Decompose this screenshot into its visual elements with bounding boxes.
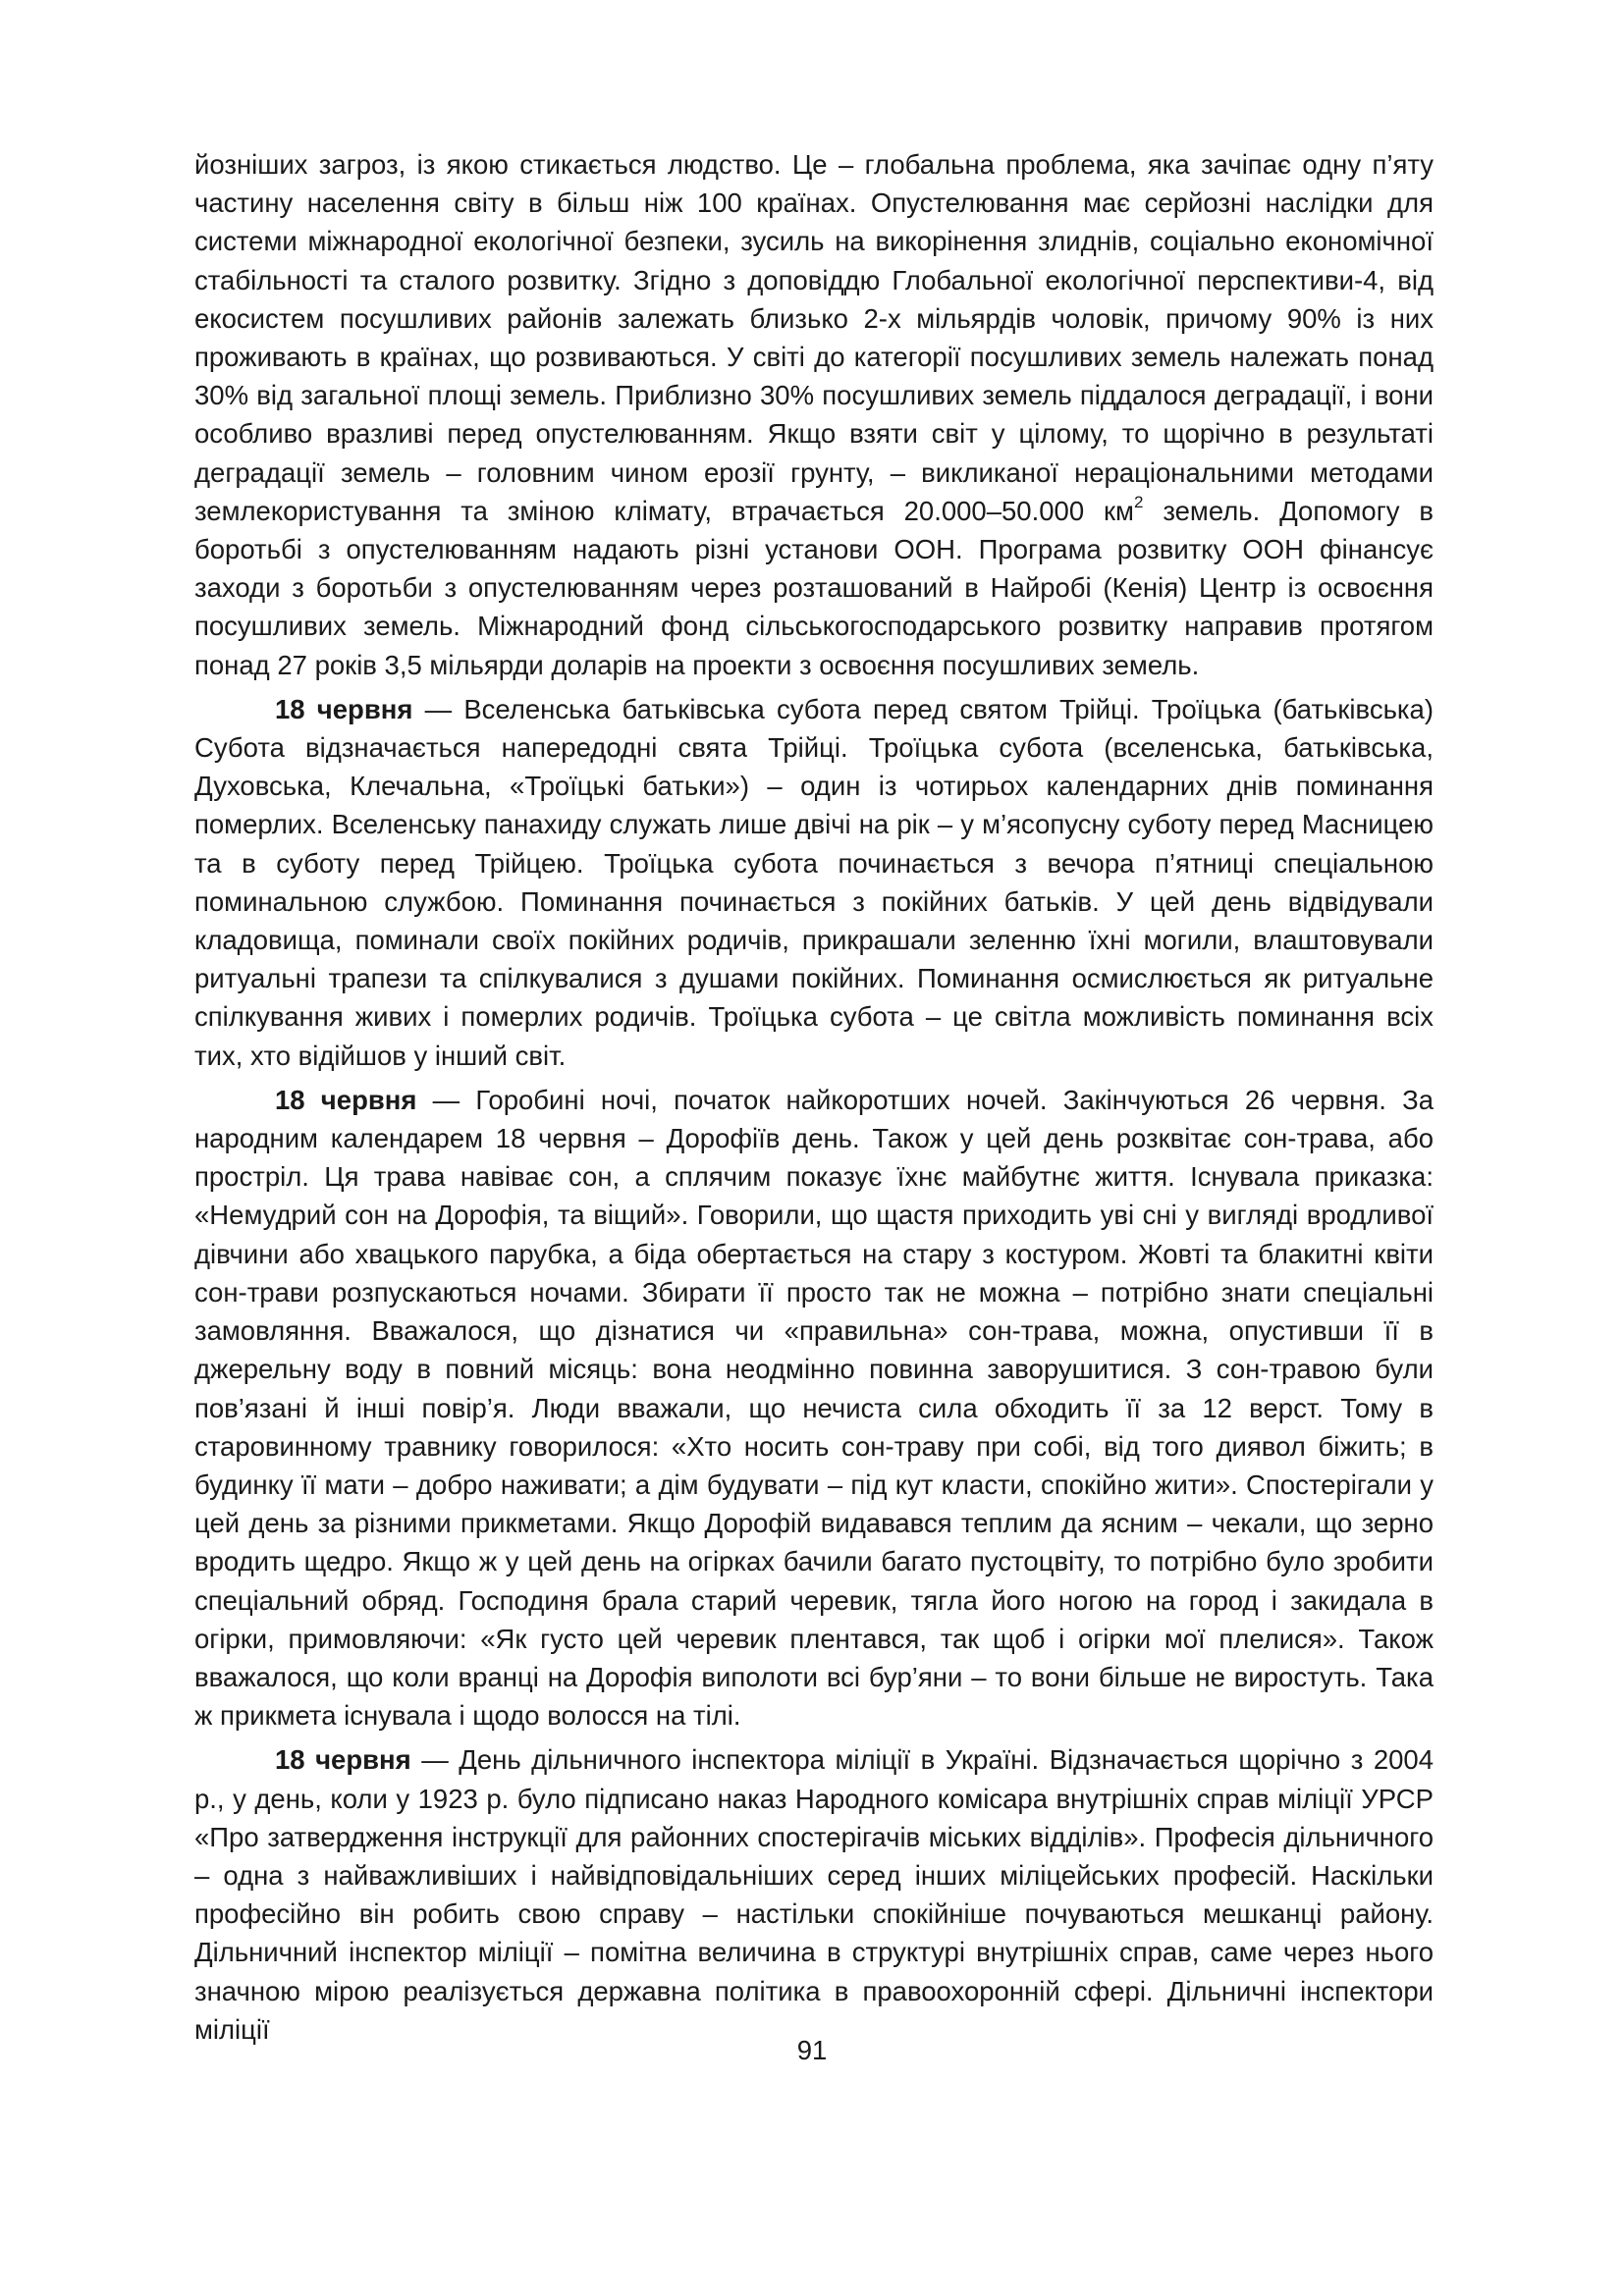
paragraph-sparrow-nights [194, 1081, 1434, 1735]
paragraph-desertification [194, 145, 1434, 684]
paragraph-text: — День дільничного інспектора міліції в Україні. Відзначається щорічно з 2004 р., у день, коли у 1923 р. було підписано наказ Народного комісара внутрішніх справ міліції УРСР «Про затвердження інструкції для районних спостерігачів міських відділів». Професія дільничного – одна з найважливіших і найвідповідальніших серед інших міліцейських професій. Наскільки професійно він робить свою справу – настільки спокійніше почуваються мешканці району. Дільничний інспектор міліції – помітна величина в структурі внутрішніх справ, саме через нього значною мірою реалізується державна політика в правоохоронній сфері. Дільничні інспектори міліції [194, 1744, 1434, 2045]
paragraph-trinity-saturday [194, 690, 1434, 1075]
superscript-exponent: 2 [1133, 492, 1144, 511]
date-heading: 18 червня [275, 1744, 411, 1776]
paragraph-text-part-2: земель. Допомогу в боротьбі з опустелюванням надають різні установи ООН. Програма розвитку ООН фінансує заходи з боротьби з опустелюванням через розташований в Найробі (Кенія) Центр із освоєння посушливих земель. Міжнародний фонд сільськогосподарського розвитку направив протягом понад 27 років 3,5 мільярди доларів на проекти з освоєння посушливих земель. [194, 495, 1434, 680]
paragraph-text: — Горобині ночі, початок найкоротших ночей. Закінчуються 26 червня. За народним календарем 18 червня – Дорофіїв день. Також у цей день розквітає сон-трава, або прострiл. Ця трава навіває сон, а сплячим показує їхнє майбутнє життя. Існувала приказка: «Немудрий сон на Дорофія, та віщий». Говорили, що щастя приходить уві сні у вигляді вродливої дівчини або хвацького парубка, а біда обертається на стару з костуром. Жовті та блакитні квіти сон-трави розпускаються ночами. Збирати її просто так не можна – потрібно знати спеціальні замовляння. Вважалося, що дізнатися чи «правильна» сон-трава, можна, опустивши її в джерельну воду в повний місяць: вона неодмінно повинна заворушитися. З сон-травою були пов’язані й інші повір’я. Люди вважали, що нечиста сила обходить її за 12 верст. Тому в старовинному травнику говорилося: «Хто носить сон-траву при собі, від того диявол біжить; в будинку її мати – добро наживати; а дім будувати – під кут класти, спокійно жити». Спостерігали у цей день за різними прикметами. Якщо Дорофій видавався теплим да ясним – чекали, що зерно вродить щедро. Якщо ж у цей день на огірках бачили багато пустоцвіту, то потрібно було зробити спеціальний обряд. Господиня брала старий черевик, тягла його ногою на город і закидала в огірки, примовляючи: «Як густо цей черевик плентався, так щоб і огірки мої плелися». Також вважалося, що коли вранці на Дорофія виполоти всі бур’яни – то вони більше не виростуть. Така ж прикмета існувала і щодо волосся на тілі. [194, 1084, 1434, 1732]
paragraph-district-inspector-day [194, 1740, 1434, 2049]
date-heading: 18 червня [275, 693, 413, 724]
paragraph-text: — Вселенська батьківська субота перед святом Трійці. Троїцька (батьківська) Субота відзначається напередодні свята Трійці. Троїцька субота (вселенська, батьківська, Духовська, Клечальна, «Троїцькі батьки») – один із чотирьох календарних днів поминання померлих. Вселенську панахиду служать лише двічі на рік – у м’ясопусну суботу перед Масницею та в суботу перед Трійцею. Троїцька субота починається з вечора п’ятниці спеціальною поминальною службою. Поминання починається з покійних батьків. У цей день відвідували кладовища, поминали своїх покійних родичів, прикрашали зеленню їхні могили, влаштовували ритуальні трапези та спілкувалися з душами покійних. Поминання осмислюється як ритуальне спілкування живих і померлих родичів. Троїцька субота – це світла можливість поминання всіх тих, хто відійшов у інший світ. [194, 693, 1434, 1071]
page-body [194, 145, 1434, 2055]
page-number: 91 [796, 2035, 828, 2065]
date-heading: 18 червня [275, 1084, 417, 1115]
paragraph-text-part-1: йозніших загроз, із якою стикається людство. Це – глобальна проблема, яка зачіпає одну п’яту частину населення світу в більш ніж 100 країнах. Опустелювання має серйозні наслідки для системи міжнародної екологічної безпеки, зусиль на викорінення злиднів, соціально економічної стабільності та сталого розвитку. Згідно з доповіддю Глобальної екологічної перспективи-4, від екосистем посушливих районів залежать близько 2-х мільярдів чоловік, причому 90% із них проживають в країнах, що розвиваються. У світі до категорії посушливих земель належать понад 30% від загальної площі земель. Приблизно 30% посушливих земель піддалося деградації, і вони особливо вразливі перед опустелюванням. Якщо взяти світ у цілому, то щорічно в результаті деградації земель – головним чином ерозії грунту, – викликаної нераціональними методами землекористування та зміною клімату, втрачається 20.000–50.000 км [194, 149, 1434, 526]
